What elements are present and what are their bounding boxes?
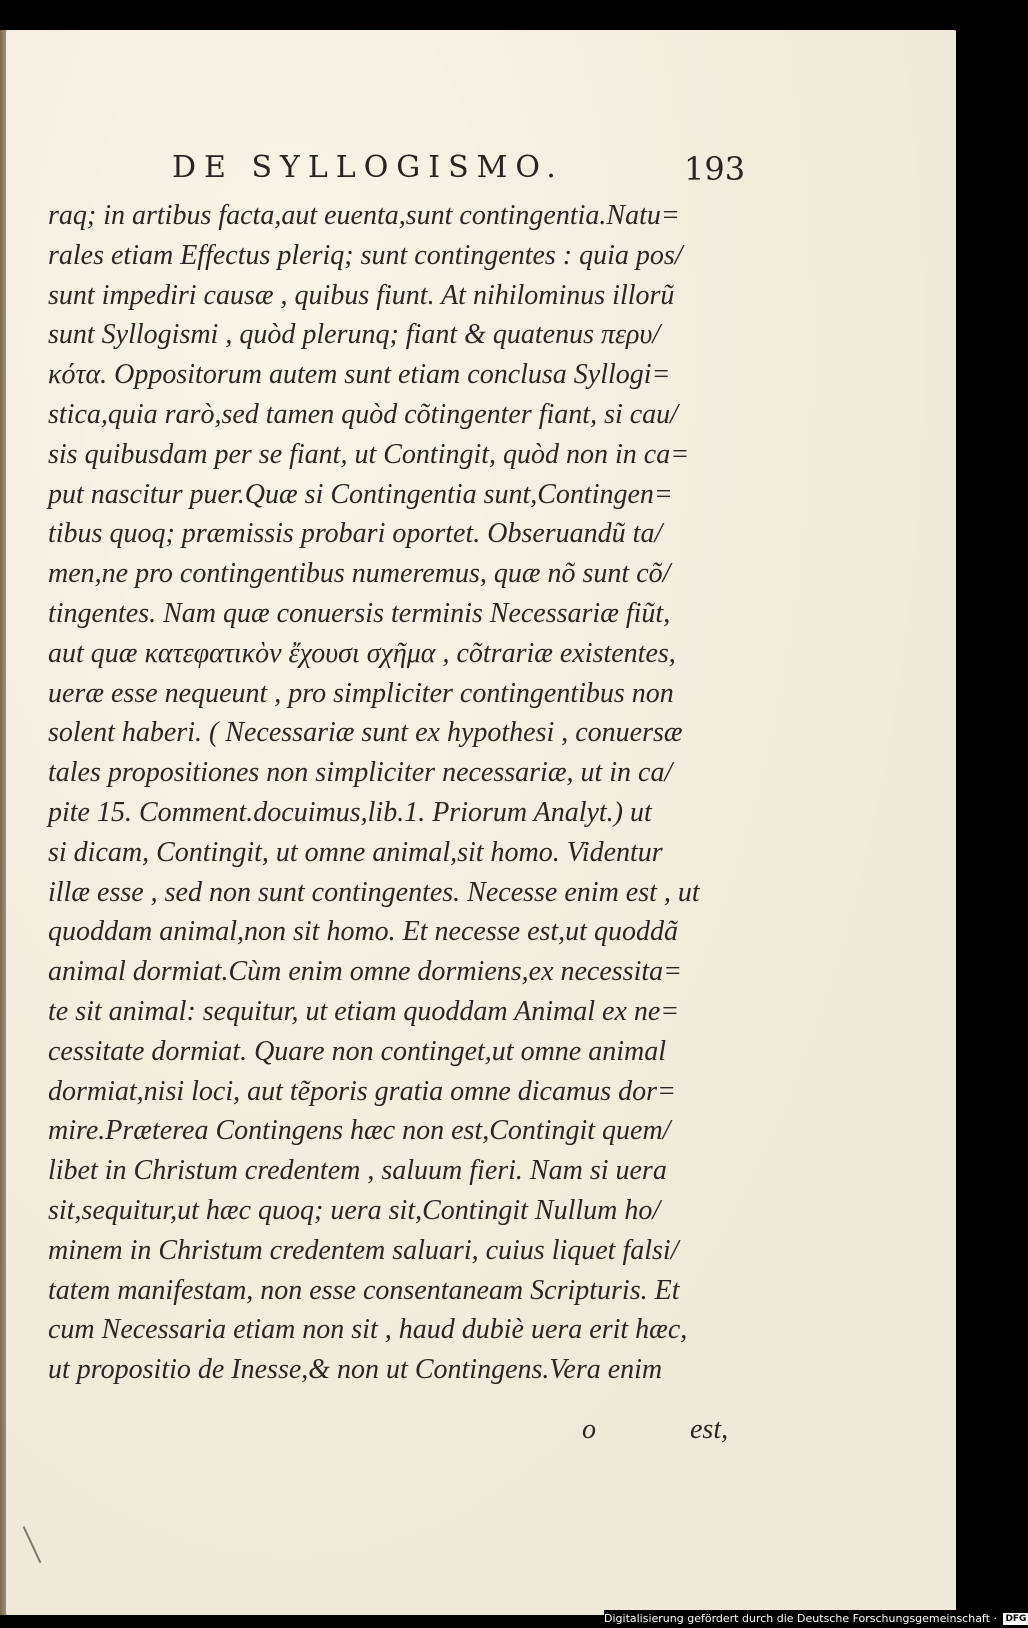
dfg-logo: DFG — [1005, 1614, 1027, 1624]
text-line: quoddam animal,non sit homo. Et necesse est,ut quoddã — [48, 916, 678, 948]
running-head: DE SYLLOGISMO. — [172, 150, 564, 185]
page-number: 193 — [684, 150, 746, 188]
text-line: put nascitur puer.Quæ si Contingentia sunt,Contingen= — [48, 478, 673, 510]
text-line: ueræ esse nequeunt , pro simpliciter contingentibus non — [48, 677, 674, 709]
text-line: rales etiam Effectus pleriq; sunt contingentes : quia pos/ — [48, 239, 683, 271]
text-line: si dicam, Contingit, ut omne animal,sit homo. Videntur — [48, 836, 663, 868]
catchword: est, — [690, 1414, 729, 1445]
text-line: sunt Syllogismi , quòd plerunq; fiant & quatenus περυ/ — [48, 319, 661, 351]
text-line: stica,quia rarò,sed tamen quòd cõtingenter fiant, si cau/ — [48, 398, 678, 430]
text-line: minem in Christum credentem saluari, cuius liquet falsi/ — [48, 1234, 679, 1266]
text-line: libet in Christum credentem , saluum fieri. Nam si uera — [48, 1155, 667, 1187]
text-line: raq; in artibus facta,aut euenta,sunt contingentia.Natu= — [48, 200, 680, 231]
text-line: sis quibusdam per se fiant, ut Contingit, quòd non in ca= — [48, 438, 690, 470]
text-line: tingentes. Nam quæ conuersis terminis Necessariæ fiũt, — [48, 597, 671, 629]
signature-mark: o — [582, 1414, 596, 1445]
text-line: animal dormiat.Cùm enim omne dormiens,ex necessita= — [48, 956, 683, 988]
text-line: tatem manifestam, non esse consentaneam Scripturis. Et — [48, 1274, 680, 1306]
text-line: te sit animal: sequitur, ut etiam quoddam Animal ex ne= — [48, 995, 680, 1027]
body-text — [48, 196, 748, 1390]
digitization-note: Digitalisierung gefördert durch die Deutsche Forschungsgemeinschaft — [604, 1612, 990, 1625]
text-line: men,ne pro contingentibus numeremus, quæ nõ sunt cõ/ — [48, 558, 671, 590]
text-line: κότα. Oppositorum autem sunt etiam conclusa Syllogi= — [48, 359, 671, 391]
text-line: illæ esse , sed non sunt contingentes. Necesse enim est , ut — [48, 876, 700, 908]
digitization-footer: Digitalisierung gefördert durch die Deutsche Forschungsgemeinschaft · DFG — [604, 1610, 1000, 1628]
text-line: ut propositio de Inesse,& non ut Contingens.Vera enim — [48, 1354, 663, 1386]
text-line: mire.Præterea Contingens hæc non est,Contingit quem/ — [48, 1115, 671, 1147]
text-line: sit,sequitur,ut hæc quoq; uera sit,Contingit Nullum ho/ — [48, 1194, 661, 1226]
text-line: dormiat,nisi loci, aut tẽporis gratia omne dicamus dor= — [48, 1075, 676, 1107]
text-line: tales propositiones non simpliciter necessariæ, ut in ca/ — [48, 757, 673, 789]
text-line: sunt impediri causæ , quibus fiunt. At nihilominus illorũ — [48, 279, 675, 311]
text-line: tibus quoq; præmissis probari oportet. Obseruandũ ta/ — [48, 518, 663, 550]
text-line: aut quæ κατεφατικὸν ἔχουσι σχῆμα , cõtrariæ existentes, — [48, 637, 676, 669]
text-line: cum Necessaria etiam non sit , haud dubiè uera erit hæc, — [48, 1314, 688, 1346]
text-line: cessitate dormiat. Quare non continget,ut omne animal — [48, 1035, 666, 1067]
text-line: solent haberi. ( Necessariæ sunt ex hypothesi , conuersæ — [48, 717, 683, 749]
text-line: pite 15. Comment.docuimus,lib.1. Priorum Analyt.) ut — [48, 796, 652, 828]
